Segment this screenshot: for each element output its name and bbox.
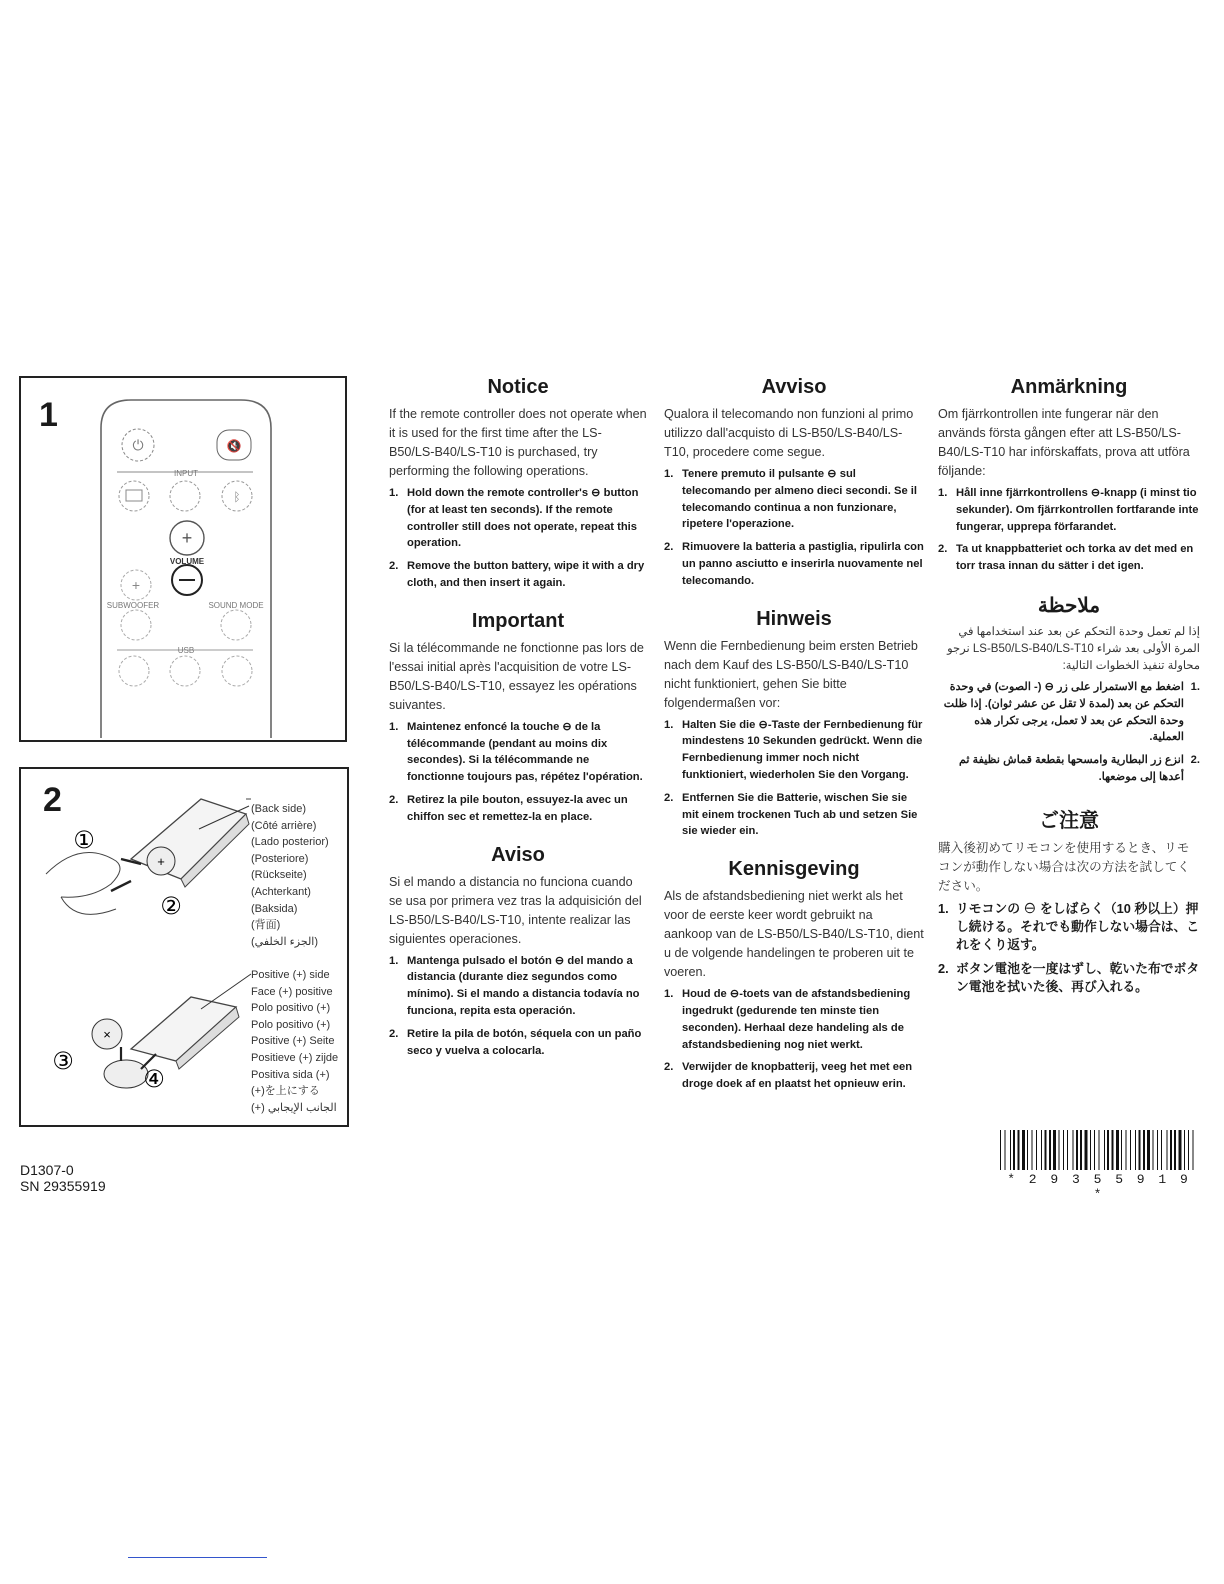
barcode-bar: [1112, 1130, 1114, 1170]
back-side-label: (Rückseite): [251, 869, 307, 882]
barcode-bar: [1143, 1130, 1145, 1170]
barcode-bar: [1135, 1130, 1136, 1170]
section-anmarkning: [938, 376, 1200, 575]
barcode-bar: [1147, 1130, 1150, 1170]
svg-text:⏻: ⏻: [132, 438, 144, 454]
barcode-bar: [1022, 1130, 1025, 1170]
positive-side-label: (+) الجانب الإيجابي: [251, 1101, 337, 1114]
svg-text:×: ×: [103, 1027, 111, 1042]
callout-2: ②: [160, 892, 182, 920]
back-side-label: (Achterkant): [251, 885, 311, 898]
positive-side-label: (+)を上にする: [251, 1085, 320, 1098]
svg-text:+: +: [157, 854, 165, 869]
svg-text:🔇: 🔇: [226, 439, 242, 453]
positive-side-label: Positive (+) Seite: [251, 1035, 335, 1048]
back-side-label: (Back side): [251, 803, 307, 815]
barcode: [1000, 1130, 1198, 1202]
callout-3: ③: [52, 1047, 74, 1075]
section-body: 購入後初めてリモコンを使用するとき、リモコンが動作しない場合は次の方法を試してください。: [938, 840, 1190, 893]
section-title: Kennisgeving: [728, 858, 860, 881]
step-item: .2 انزع زر البطارية وامسحها بقطعة قماش نظيفة ثم أعدها إلى موضعها.: [958, 754, 1200, 783]
barcode-bar: [1018, 1130, 1020, 1170]
barcode-bar: [1104, 1130, 1105, 1170]
step-item: 2. ボタン電池を一度はずし、乾いた布でボタン電池を拭いた後、再び入れる。: [938, 960, 1200, 994]
barcode-bar: [1099, 1130, 1100, 1170]
barcode-bar: [1013, 1130, 1015, 1170]
barcode-bar: [1049, 1130, 1051, 1170]
section-body: Om fjärrkontrollen inte fungerar när den används första gången efter att LS-B50/LS-B40/LS-T10 har införskaffats, prova att utföra följande:: [938, 407, 1190, 478]
barcode-bar: [1184, 1130, 1185, 1170]
barcode-bar: [1053, 1130, 1056, 1170]
section-body: إذا لم تعمل وحدة التحكم عن بعد عند استخدامها في المرة الأولى بعد شراء LS-B50/LS-B40/LS-T10 نرجو محاولة تنفيذ الخطوات التالية:: [947, 625, 1200, 672]
barcode-bar: [1179, 1130, 1182, 1170]
back-side-labels: [251, 801, 329, 950]
section-body: Als de afstandsbediening niet werkt als het voor de eerste keer wordt gebruikt na aankoop van de LS-B50/LS-B40/LS-T10, dient u de volgende handelingen te proberen uit te voeren.: [664, 889, 924, 980]
column-en-fr-es: [389, 376, 647, 1077]
callout-4: ④: [143, 1065, 165, 1093]
barcode-bar: [1090, 1130, 1091, 1170]
positive-side-label: Polo positivo (+): [251, 1018, 331, 1031]
barcode-bar: [1153, 1130, 1154, 1170]
serial-number: SN 29355919: [20, 1178, 106, 1194]
section-body: Si el mando a distancia no funciona cuando se usa por primera vez tras la adquisición del LS-B50/LS-B40/LS-T10, intente realizar las siguientes operaciones.: [389, 874, 642, 946]
part-code: D1307-0: [20, 1162, 74, 1178]
section-body: If the remote controller does not operate when it is used for the first time after the LS-B50/LS-B40/LS-T10 is purchased, try performing the following operations.: [389, 407, 647, 478]
barcode-bar: [1045, 1130, 1047, 1170]
step-number: 2: [43, 781, 62, 819]
back-side-label: (Posteriore): [251, 852, 309, 865]
barcode-bar: [1126, 1130, 1127, 1170]
svg-text:+: +: [131, 577, 141, 593]
step-number: 1: [39, 396, 58, 434]
barcode-bar: [1080, 1130, 1082, 1170]
barcode-bar: [1073, 1130, 1074, 1170]
back-side-label: (背面): [251, 919, 281, 932]
step-item: 2. Retirez la pile bouton, essuyez-la avec un chiffon sec et remettez-la en place.: [389, 793, 628, 823]
positive-side-label: Positive (+) side: [251, 969, 330, 981]
barcode-bar: [1094, 1130, 1095, 1170]
document-code: [20, 1162, 106, 1194]
section-body: Wenn die Fernbedienung beim ersten Betrieb nach dem Kauf des LS-B50/LS-B40/LS-T10 nicht funktioniert, gehen Sie bitte folgendermaßen vor:: [664, 638, 918, 710]
section-arabic: [938, 593, 1200, 786]
barcode-text: * 2 9 3 5 5 9 1 9 *: [1007, 1172, 1191, 1202]
barcode-bar: [1130, 1130, 1131, 1170]
barcode-bar: [1076, 1130, 1078, 1170]
positive-side-label: Polo positivo (+): [251, 1002, 331, 1015]
barcode-bars: [1000, 1130, 1198, 1170]
section-title: Hinweis: [756, 607, 832, 630]
barcode-bar: [1139, 1130, 1141, 1170]
barcode-bar: [1000, 1130, 1001, 1170]
barcode-bar: [1032, 1130, 1033, 1170]
barcode-bar: [1157, 1130, 1158, 1170]
barcode-bar: [1167, 1130, 1168, 1170]
barcode-bar: [1027, 1130, 1028, 1170]
column-sv-ar-ja: [938, 376, 1200, 1014]
section-japanese: [938, 804, 1200, 996]
step-item: 2. Rimuovere la batteria a pastiglia, ripulirla con un panno asciutto e inserirla nuovamente nel telecomando.: [664, 541, 924, 587]
step-item: 2. Remove the button battery, wipe it with a dry cloth, and then insert it again.: [389, 560, 645, 589]
section-important: [389, 610, 647, 826]
barcode-bar: [1036, 1130, 1037, 1170]
section-aviso: [389, 844, 647, 1060]
section-title: ملاحظة: [1037, 594, 1101, 617]
remote-illustration: [21, 378, 345, 740]
svg-text:+: +: [181, 528, 193, 548]
step-item: 1. Håll inne fjärrkontrollens ⊖-knapp (i minst tio sekunder). Om fjärrkontrollen fortfarande inte fungerar, upprepa förfarandet.: [938, 487, 1199, 533]
section-title: ご注意: [1039, 809, 1099, 832]
step-item: 1. Maintenez enfoncé la touche ⊖ de la télécommande (pendant au moins dix secondes). Si la télécommande ne fonctionne toujours pas, répétez l'opération.: [389, 720, 643, 784]
section-title: Important: [471, 609, 565, 632]
step2-panel: [19, 767, 349, 1127]
step-item: .1 اضغط مع الاستمرار على زر ⊖ (- الصوت) في وحدة التحكم عن بعد (لمدة لا تقل عن عشر ثوان). إذا ظلت وحدة التحكم عن بعد لا تعمل، يرجى تكرار هذه العملية.: [943, 680, 1200, 744]
step-item: 1. Hold down the remote controller's ⊖ button (for at least ten seconds). If the remote controller still does not operate, repeat this operation.: [389, 487, 639, 550]
positive-side-label: Face (+) positive: [251, 985, 333, 998]
barcode-bar: [1085, 1130, 1088, 1170]
step-item: 1. Houd de ⊖-toets van de afstandsbediening ingedrukt (gedurende ten minste tien seconden). Herhaal deze handeling als de afstandsbediening nog niet werkt.: [664, 988, 911, 1051]
barcode-bar: [1010, 1130, 1011, 1170]
subwoofer-label: SUBWOOFER: [106, 601, 160, 610]
back-side-label: (Baksida): [251, 902, 298, 915]
section-body: Si la télécommande ne fonctionne pas lors de l'essai initial après l'acquisition de votre LS-B50/LS-B40/LS-T10, essayez les opérations suivantes.: [389, 640, 644, 712]
section-title: Aviso: [491, 843, 545, 866]
step-item: 1. Tenere premuto il pulsante ⊖ sul telecomando per almeno dieci secondi. Se il telecomando continua a non funzionare, ripetere l'operazione.: [664, 468, 918, 531]
step1-panel: [19, 376, 347, 742]
section-title: Anmärkning: [1010, 376, 1128, 398]
divider-line: [128, 1557, 267, 1558]
svg-text:ᛒ: ᛒ: [233, 490, 241, 504]
barcode-bar: [1059, 1130, 1060, 1170]
barcode-bar: [1063, 1130, 1064, 1170]
section-notice: [389, 376, 647, 592]
barcode-bar: [1188, 1130, 1189, 1170]
barcode-bar: [1041, 1130, 1042, 1170]
sound-mode-label: SOUND MODE: [208, 601, 264, 610]
back-side-label: (Lado posterior): [251, 836, 329, 849]
barcode-bar: [1005, 1130, 1006, 1170]
positive-side-labels: [251, 967, 338, 1116]
barcode-bar: [1161, 1130, 1162, 1170]
back-side-label: (الجزء الخلفي): [251, 935, 319, 948]
callout-1: ①: [73, 826, 95, 854]
section-kennisgeving: [664, 858, 924, 1093]
step-item: 2. Ta ut knappbatteriet och torka av det med en torr trasa innan du sätter i det igen.: [938, 543, 1194, 573]
back-side-label: (Côté arrière): [251, 819, 317, 832]
section-title: Notice: [487, 376, 549, 398]
section-avviso: [664, 376, 924, 590]
section-title: Avviso: [761, 376, 827, 398]
volume-label: VOLUME: [169, 557, 205, 566]
barcode-bar: [1193, 1130, 1194, 1170]
usb-label: USB: [177, 646, 195, 655]
barcode-bar: [1121, 1130, 1122, 1170]
step-item: 2. Entfernen Sie die Batterie, wischen Sie sie mit einem trockenen Tuch ab und setzen Sie sie wieder ein.: [664, 791, 918, 838]
step-item: 2. Retire la pila de botón, séquela con un paño seco y vuelva a colocarla.: [389, 1027, 642, 1057]
positive-side-label: Positiva sida (+): [251, 1068, 330, 1081]
section-hinweis: [664, 608, 924, 841]
section-body: Qualora il telecomando non funzioni al primo utilizzo dall'acquisto di LS-B50/LS-B40/LS-T10, procedere come segue.: [664, 407, 914, 459]
input-label: INPUT: [174, 469, 198, 478]
barcode-bar: [1116, 1130, 1119, 1170]
step-item: 1. Mantenga pulsado el botón ⊖ del mando a distancia (durante diez segundos como mínimo). Si el mando a distancia todavía no funciona, repita esta operación.: [389, 954, 640, 1017]
barcode-bar: [1107, 1130, 1109, 1170]
barcode-bar: [1170, 1130, 1172, 1170]
column-it-de-nl: [664, 376, 924, 1111]
step-item: 1. Halten Sie die ⊖-Taste der Fernbedienung für mindestens 10 Sekunden gedrückt. Wenn die Fernbedienung immer noch nicht funktioniert, wiederholen Sie den Vorgang.: [664, 718, 923, 781]
step-item: 2. Verwijder de knopbatterij, veeg het met een droge doek af en plaatst het opnieuw erin.: [664, 1061, 913, 1091]
barcode-bar: [1067, 1130, 1068, 1170]
barcode-bar: [1174, 1130, 1176, 1170]
positive-side-label: Positieve (+) zijde: [251, 1051, 339, 1064]
step-item: 1. リモコンの ⊖ をしばらく（10 秒以上）押し続ける。それでも動作しない場合は、これをくり返す。: [938, 900, 1200, 952]
